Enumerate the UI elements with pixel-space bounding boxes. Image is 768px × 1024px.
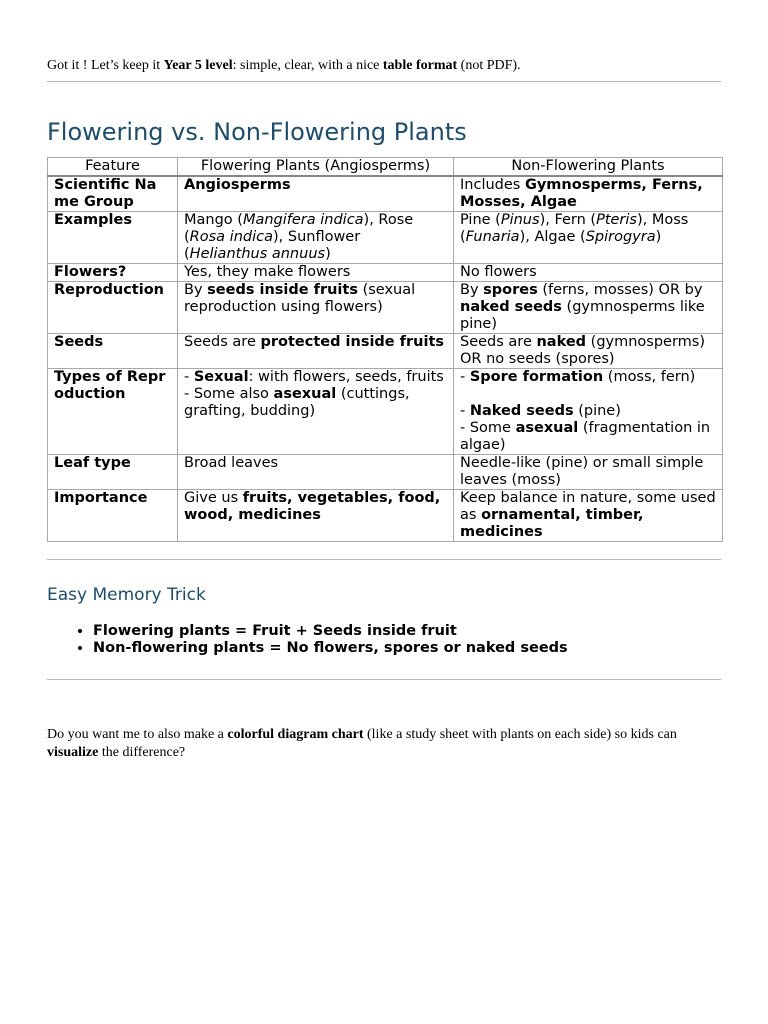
memory-trick-list (47, 623, 568, 657)
cell-text: - Some also (184, 386, 274, 402)
outro-text-2: (like a study sheet with plants on each side) so kids can (363, 727, 677, 742)
cell-text: (moss, fern) (603, 369, 696, 385)
flowering-cell (178, 490, 454, 542)
intro-text-1: Got it (47, 58, 83, 73)
cell-text: Mangifera indica (242, 212, 364, 228)
cell-text: ) (325, 246, 331, 262)
cell-text: ), Sunflower ( (184, 229, 361, 262)
feature-cell: Seeds (48, 334, 178, 369)
table-row (48, 490, 723, 542)
outro-bold-visualize: visualize (47, 745, 99, 760)
cell-text: Spirogyra (585, 229, 656, 245)
cell-text: (gymnosperms) OR no seeds (spores) (460, 334, 706, 367)
cell-text: (sexual reproduction using flowers) (184, 282, 416, 315)
cell-text: Seeds are (460, 334, 537, 350)
cell-text: seeds inside fruits (207, 282, 358, 298)
cell-text: Seeds are (184, 334, 261, 350)
table-row (48, 212, 723, 264)
divider (47, 679, 721, 680)
feature-cell: Reproduction (48, 282, 178, 334)
cell-text: ), Moss ( (460, 212, 689, 245)
cell-text: (ferns, mosses) OR by (537, 282, 703, 298)
feature-cell: Scientific Name Group (48, 176, 178, 212)
non-flowering-cell (454, 264, 723, 282)
list-item: • Flowering plants = Fruit + Seeds inside fruit (93, 623, 568, 640)
cell-text: - (184, 369, 194, 385)
column-header-non-flowering: Non-Flowering Plants (454, 158, 723, 177)
cell-text: Pinus (500, 212, 540, 228)
cell-text: Helianthus annuus (189, 246, 326, 262)
cell-text: asexual (515, 420, 579, 436)
cell-text: Pteris (596, 212, 637, 228)
non-flowering-cell (454, 212, 723, 264)
cell-text: - Some (460, 420, 516, 436)
intro-text-2: ! Let’s keep it (82, 58, 164, 73)
table-row (48, 282, 723, 334)
table-row (48, 334, 723, 369)
cell-text: : with flowers, seeds, fruits (248, 369, 444, 385)
non-flowering-cell (454, 282, 723, 334)
non-flowering-cell (454, 490, 723, 542)
non-flowering-cell (454, 455, 723, 490)
cell-text: Needle-like (pine) or small simple leaves (moss) (460, 455, 704, 488)
intro-bold-level: Year 5 level (163, 58, 233, 73)
cell-text: - (460, 369, 470, 385)
feature-cell: Examples (48, 212, 178, 264)
comparison-table (47, 157, 723, 542)
feature-cell: Leaf type (48, 455, 178, 490)
list-item: • Non-flowering plants = No flowers, spores or naked seeds (93, 640, 568, 657)
cell-text: Mango ( (184, 212, 243, 228)
outro-text-1: Do you want me to also make a (47, 727, 228, 742)
feature-cell: Types of Reproduction (48, 369, 178, 455)
flowering-cell (178, 264, 454, 282)
title-text-1: Flowering vs. (47, 118, 214, 146)
feature-cell: Importance (48, 490, 178, 542)
cell-text: spores (483, 282, 538, 298)
feature-cell: Flowers? (48, 264, 178, 282)
divider (47, 81, 721, 82)
cell-text: By (184, 282, 208, 298)
flowering-cell (178, 212, 454, 264)
cell-text: ), Rose ( (184, 212, 414, 245)
title-text-2: Non-Flowering Plants (213, 118, 467, 146)
cell-text: protected inside fruits (260, 334, 444, 350)
cell-text: (pine) (573, 403, 621, 419)
table-row (48, 455, 723, 490)
table-header-row (48, 158, 723, 177)
divider (47, 559, 721, 560)
column-header-flowering: Flowering Plants (Angiosperms) (178, 158, 454, 177)
intro-text-3: : simple, clear, with a nice (232, 58, 383, 73)
cell-text: Naked seeds (469, 403, 574, 419)
cell-text: Angiosperms (184, 177, 291, 193)
cell-text: By (460, 282, 484, 298)
table-row (48, 264, 723, 282)
cell-text: ), Algae ( (519, 229, 586, 245)
cell-text: Gymnosperms, Ferns, Mosses, Algae (460, 177, 703, 210)
non-flowering-cell (454, 334, 723, 369)
intro-text-4: (not PDF). (457, 58, 521, 73)
cell-text: Funaria (465, 229, 520, 245)
cell-text: (gymnosperms like pine) (460, 299, 705, 332)
cell-text: Includes (460, 177, 525, 193)
cell-text: Keep balance in nature, some used as (460, 490, 716, 523)
memory-trick-heading (47, 584, 206, 606)
cell-text: Pine ( (460, 212, 501, 228)
cell-text: Sexual (193, 369, 249, 385)
flowering-cell (178, 334, 454, 369)
cell-text: Broad leaves (184, 455, 279, 471)
cell-text: (cuttings, grafting, budding) (184, 386, 410, 419)
intro-paragraph (47, 57, 727, 75)
cell-text: Give us (184, 490, 243, 506)
outro-text-3: the difference? (98, 745, 186, 760)
flowering-cell (178, 455, 454, 490)
closing-paragraph (47, 726, 727, 762)
intro-bold-format: table format (382, 58, 458, 73)
outro-bold-chart: colorful diagram chart (227, 727, 364, 742)
cell-text: - (460, 403, 470, 419)
cell-text: ) (655, 229, 662, 245)
table-row (48, 369, 723, 455)
table-body (48, 176, 723, 542)
memory-trick-title: Easy Memory Trick (47, 585, 206, 605)
non-flowering-cell (454, 176, 723, 212)
cell-text: naked (536, 334, 587, 350)
cell-text: Yes, they make flowers (184, 264, 351, 280)
page-title (47, 116, 467, 148)
cell-text: No flowers (460, 264, 537, 280)
cell-text: asexual (273, 386, 337, 402)
cell-text: Rosa indica (189, 229, 273, 245)
flowering-cell (178, 176, 454, 212)
flowering-cell (178, 369, 454, 455)
cell-text: ), Fern ( (539, 212, 597, 228)
table-row (48, 176, 723, 212)
column-header-feature: Feature (48, 158, 178, 177)
cell-text: (fragmentation in algae) (460, 420, 711, 453)
cell-text: naked seeds (460, 299, 562, 315)
cell-text: fruits, vegetables, food, wood, medicines (184, 490, 441, 523)
cell-text: Spore formation (469, 369, 604, 385)
cell-text: ornamental, timber, medicines (460, 507, 644, 540)
flowering-cell (178, 282, 454, 334)
non-flowering-cell (454, 369, 723, 455)
